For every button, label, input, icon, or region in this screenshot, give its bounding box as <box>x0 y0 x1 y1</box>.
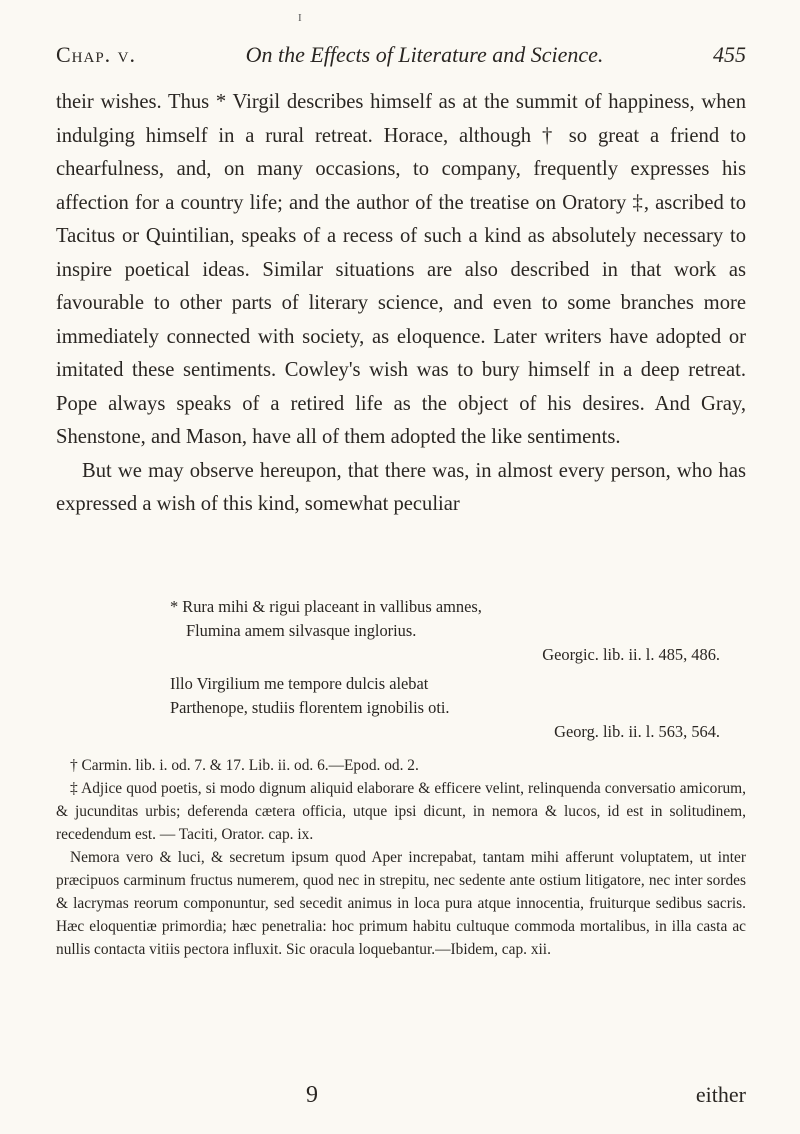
verse-1-line-1: * Rura mihi & rigui placeant in vallibus amnes, <box>170 597 482 616</box>
paragraph-1: their wishes. Thus * Virgil describes himself as at the summit of happiness, when indulging himself in a rural retreat. Horace, although † so great a friend to chearfulness, and, on many occasions, to company, frequently expresses his affection for a country life; and the author of the treatise on Oratory ‡, ascribed to Tacitus or Quintilian, speaks of a recess of such a kind as absolutely necessary to inspire poetical ideas. Similar situations are also described in that work as favourable to other parts of literary science, and even to some branches more immediately connected with society, as eloquence. Later writers have adopted or imitated these sentiments. Cowley's wish was to bury himself in a deep retreat. Pope always speaks of a retired life as the object of his desires. And Gray, Shenstone, and Mason, have all of them adopted the like sentiments. <box>56 91 746 448</box>
page-number: 455 <box>713 42 746 67</box>
footnote-double-dagger: ‡ Adjice quod poetis, si modo dignum aliquid elaborare & efficere velint, relinquenda conversatio amicorum, & jucunditas urbis; deferenda cætera officia, utque ipsi dicunt, in nemora & lucos, id est in solitudinem, recedendum est. — Taciti, Orator. cap. ix. <box>56 780 746 843</box>
verse-2-line-2: Parthenope, studiis florentem ignobilis oti. <box>170 698 450 717</box>
page-footer <box>56 1082 746 1118</box>
verse-1-line-2: Flumina amem silvasque inglorius. <box>186 621 417 640</box>
footnote-verse-2 <box>170 672 730 744</box>
verse-2-line-1: Illo Virgilium me tempore dulcis alebat <box>170 674 429 693</box>
verse-2-citation: Georg. lib. ii. l. 563, 564. <box>554 722 720 741</box>
catchword: either <box>695 1082 746 1107</box>
top-mark: I <box>298 12 302 24</box>
main-text <box>56 86 746 522</box>
running-header <box>56 42 746 82</box>
footnote-verse-1 <box>170 595 730 667</box>
signature-mark: 9 <box>306 1082 318 1108</box>
verse-1-citation: Georgic. lib. ii. l. 485, 486. <box>542 645 720 664</box>
chapter-label: Chap. v. <box>56 42 137 67</box>
footnote-prose <box>56 754 746 961</box>
running-title: On the Effects of Literature and Science. <box>245 42 604 67</box>
footnote-nemora: Nemora vero & luci, & secretum ipsum quod Aper increpabat, tantam mihi afferunt voluptatem, ut inter præcipuos carminum fructus numerem, quod nec in strepitu, nec sedente ante ostium litigatore, nec inter sordes & lacrymas reorum componuntur, sed secedit animus in loca pura atque innocentia, fruiturque sedibus sacris. Hæc eloquentiæ primordia; hæc penetralia: hoc primum habitu cultuque commoda mortalibus, in illa casta ac nullis contacta vitiis pectora influxit. Sic oracula loquebantur.—Ibidem, cap. xii. <box>56 849 746 958</box>
footnote-dagger: † Carmin. lib. i. od. 7. & 17. Lib. ii. od. 6.—Epod. od. 2. <box>70 757 419 774</box>
paragraph-2: But we may observe hereupon, that there was, in almost every person, who has expressed a wish of this kind, somewhat peculiar <box>56 459 746 515</box>
